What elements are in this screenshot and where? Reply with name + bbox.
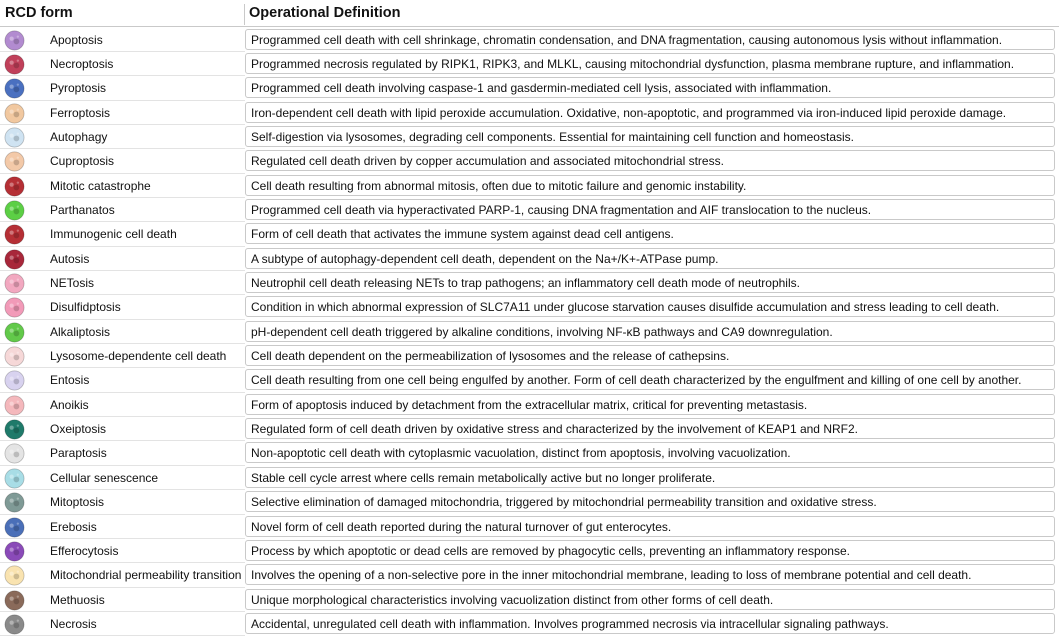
table-row <box>0 149 1059 173</box>
operational-definition-text: Programmed cell death involving caspase-1 and gasdermin-mediated cell lysis, associated with inflammation. <box>251 81 832 96</box>
table-row <box>0 76 1059 100</box>
rcd-form-name: Cellular senescence <box>50 470 159 485</box>
operational-definition-text: Cell death resulting from abnormal mitosis, often due to mitotic failure and genomic instability. <box>251 178 747 193</box>
paraptosis-cell-icon <box>3 442 26 465</box>
operational-definition-text: Involves the opening of a non-selective pore in the inner mitochondrial membrane, leading to loss of membrane potential and cell death. <box>251 568 972 583</box>
operational-definition-text: A subtype of autophagy-dependent cell death, dependent on the Na+/K+-ATPase pump. <box>251 251 719 266</box>
mpt-cell-icon <box>3 564 26 587</box>
operational-definition-text: Cell death resulting from one cell being engulfed by another. Form of cell death characterized by the engulfment and killing of one cell by another. <box>251 373 1022 388</box>
table-row <box>0 198 1059 222</box>
operational-definition-text: Unique morphological characteristics involving vacuolization distinct from other forms of cell death. <box>251 592 774 607</box>
table-row <box>0 344 1059 368</box>
cuproptosis-cell-icon <box>3 150 26 173</box>
rcd-form-name: Erebosis <box>50 519 97 534</box>
header-divider <box>244 4 245 25</box>
rcd-form-name: Lysosome-dependente cell death <box>50 349 227 364</box>
apoptosis-cell-icon <box>3 29 26 52</box>
autophagy-cell-icon <box>3 126 26 149</box>
rcd-form-name: Autosis <box>50 251 90 266</box>
immunogenic-cell-icon <box>3 223 26 246</box>
rcd-form-name: Parthanatos <box>50 202 115 217</box>
alkaliptosis-cell-icon <box>3 321 26 344</box>
table-row <box>0 271 1059 295</box>
operational-definition-text: Accidental, unregulated cell death with inflammation. Involves programmed necrosis via intracellular signaling pathways. <box>251 616 889 631</box>
rcd-form-name: NETosis <box>50 276 95 290</box>
table-row <box>0 417 1059 441</box>
rcd-form-name: Methuosis <box>50 592 105 607</box>
table-header <box>0 4 1059 28</box>
rcd-form-name: Paraptosis <box>50 446 107 461</box>
disulfidptosis-cell-icon <box>3 296 26 319</box>
table-row <box>0 368 1059 392</box>
rcd-form-name: Alkaliptosis <box>50 324 111 339</box>
erebosis-cell-icon <box>3 516 26 539</box>
table-row <box>0 28 1059 52</box>
rcd-form-name: Apoptosis <box>50 32 103 47</box>
necrosis-cell-icon <box>3 613 26 636</box>
table-row <box>0 588 1059 612</box>
table-row <box>0 174 1059 198</box>
table-row <box>0 466 1059 490</box>
rcd-form-name: Mitotic catastrophe <box>50 178 151 193</box>
rcd-form-name: Immunogenic cell death <box>50 227 177 242</box>
lysosome-cell-icon <box>3 345 26 368</box>
rcd-form-name: Cuproptosis <box>50 154 115 169</box>
pyroptosis-cell-icon <box>3 77 26 100</box>
autosis-cell-icon <box>3 248 26 271</box>
operational-definition-text: Programmed necrosis regulated by RIPK1, RIPK3, and MLKL, causing mitochondrial dysfunction, plasma membrane rupture, and inflammation. <box>251 56 1015 71</box>
rcd-form-name: Disulfidptosis <box>50 300 121 315</box>
entosis-cell-icon <box>3 369 26 392</box>
table-row <box>0 515 1059 539</box>
anoikis-cell-icon <box>3 394 26 417</box>
header-operational-definition: Operational Definition <box>249 5 401 21</box>
operational-definition-text: Cell death dependent on the permeabilization of lysosomes and the release of cathepsins. <box>251 349 730 364</box>
efferocytosis-cell-icon <box>3 540 26 563</box>
operational-definition-text: Stable cell cycle arrest where cells remain metabolically active but no longer proliferate. <box>251 470 716 485</box>
table-row <box>0 247 1059 271</box>
operational-definition-text: Iron-dependent cell death with lipid peroxide accumulation. Oxidative, non-apoptotic, and programmed via iron-induced lipid peroxide damage. <box>251 105 1007 120</box>
table-row <box>0 101 1059 125</box>
operational-definition-text: Form of apoptosis induced by detachment from the extracellular matrix, critical for preventing metastasis. <box>251 397 808 412</box>
row-divider <box>0 635 245 636</box>
operational-definition-text: Regulated cell death driven by copper accumulation and associated mitochondrial stress. <box>251 154 724 169</box>
rcd-form-name: Ferroptosis <box>50 105 111 120</box>
operational-definition-text: Neutrophil cell death releasing NETs to trap pathogens; an inflammatory cell death mode of neutrophils. <box>251 276 800 290</box>
table-row <box>0 393 1059 417</box>
operational-definition-text: Programmed cell death with cell shrinkage, chromatin condensation, and DNA fragmentation, causing autonomous lysis without inflammation. <box>251 32 1003 47</box>
methuosis-cell-icon <box>3 589 26 612</box>
table-row <box>0 539 1059 563</box>
mitoptosis-cell-icon <box>3 491 26 514</box>
rcd-form-name: Necroptosis <box>50 56 114 71</box>
rcd-form-name: Necrosis <box>50 616 97 631</box>
rcd-form-name: Efferocytosis <box>50 543 119 558</box>
rcd-form-name: Mitochondrial permeability transition <box>50 568 242 583</box>
table-row <box>0 441 1059 465</box>
operational-definition-text: Programmed cell death via hyperactivated PARP-1, causing DNA fragmentation and AIF translocation to the nucleus. <box>251 202 872 217</box>
table-row <box>0 563 1059 587</box>
senescence-cell-icon <box>3 467 26 490</box>
rcd-form-name: Mitoptosis <box>50 495 105 510</box>
table-row <box>0 295 1059 319</box>
rcd-form-name: Oxeiptosis <box>50 422 107 437</box>
table-row <box>0 222 1059 246</box>
table-row <box>0 52 1059 76</box>
oxeiptosis-cell-icon <box>3 418 26 441</box>
necroptosis-cell-icon <box>3 53 26 76</box>
table-row <box>0 125 1059 149</box>
operational-definition-text: Regulated form of cell death driven by oxidative stress and characterized by the involvement of KEAP1 and NRF2. <box>251 422 858 437</box>
operational-definition-text: pH-dependent cell death triggered by alkaline conditions, involving NF-κB pathways and CA9 downregulation. <box>251 324 833 339</box>
rcd-form-name: Pyroptosis <box>50 81 107 96</box>
table-row <box>0 320 1059 344</box>
operational-definition-text: Self-digestion via lysosomes, degrading cell components. Essential for maintaining cell function and homeostasis. <box>251 129 854 144</box>
rcd-form-name: Entosis <box>50 373 90 388</box>
rcd-form-name: Anoikis <box>50 397 89 412</box>
parthanatos-cell-icon <box>3 199 26 222</box>
rcd-form-name: Autophagy <box>50 129 108 144</box>
table-row <box>0 490 1059 514</box>
operational-definition-text: Selective elimination of damaged mitochondria, triggered by mitochondrial permeability transition and oxidative stress. <box>251 495 877 510</box>
operational-definition-text: Process by which apoptotic or dead cells are removed by phagocytic cells, preventing an inflammatory response. <box>251 543 850 558</box>
operational-definition-text: Non-apoptotic cell death with cytoplasmic vacuolation, distinct from apoptosis, involving vacuolization. <box>251 446 791 461</box>
table-row <box>0 612 1059 636</box>
mitotic-catastrophe-cell-icon <box>3 175 26 198</box>
operational-definition-text: Novel form of cell death reported during the natural turnover of gut enterocytes. <box>251 519 672 534</box>
operational-definition-text: Form of cell death that activates the immune system against dead cell antigens. <box>251 227 674 242</box>
netosis-cell-icon <box>3 272 26 295</box>
operational-definition-text: Condition in which abnormal expression of SLC7A11 under glucose starvation causes disulfide accumulation and stress leading to cell death. <box>251 300 1000 315</box>
header-rcd-form: RCD form <box>5 5 73 21</box>
ferroptosis-cell-icon <box>3 102 26 125</box>
